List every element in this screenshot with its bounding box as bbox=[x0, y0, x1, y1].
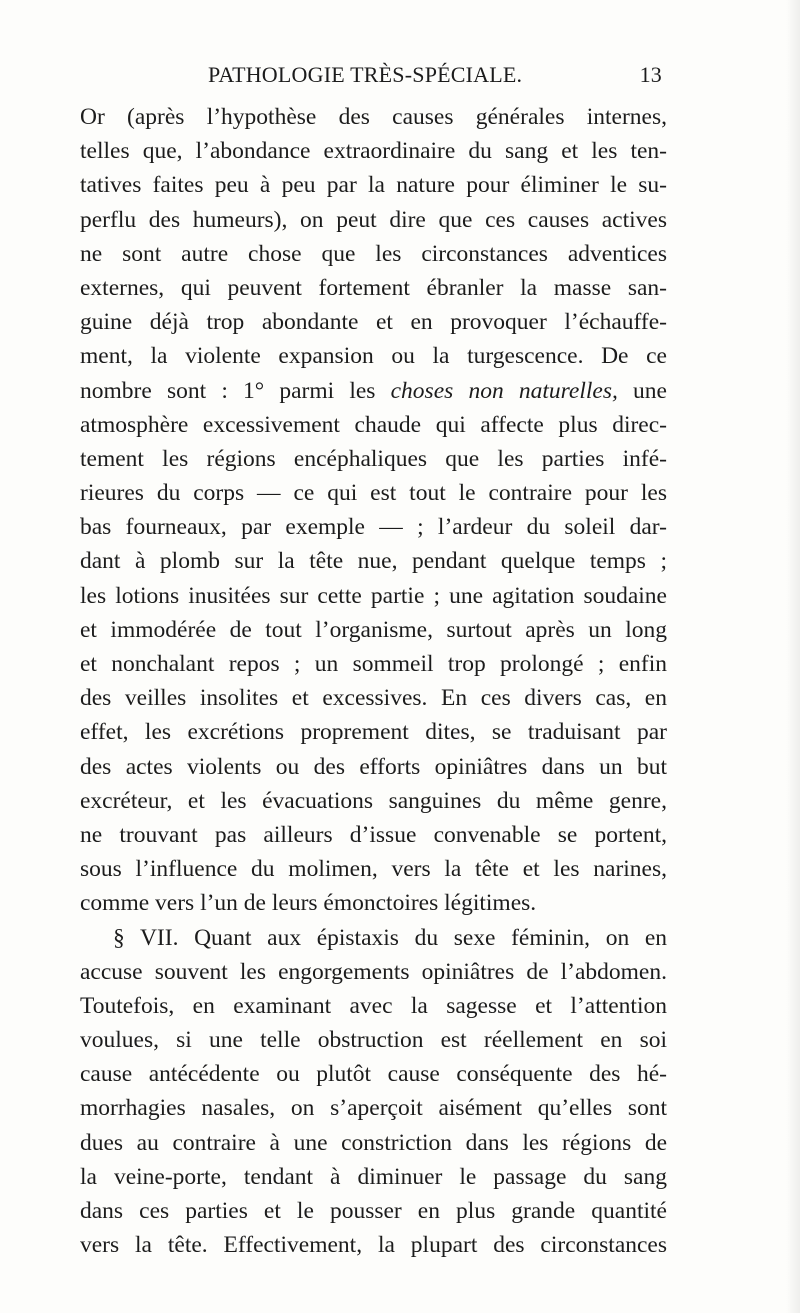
running-title: PATHOLOGIE TRÈS-SPÉCIALE. bbox=[208, 62, 523, 87]
text-line: effet, les excrétions proprement dites, se traduisant par bbox=[80, 719, 667, 746]
text-run: une bbox=[617, 377, 667, 404]
text-line: bas fourneaux, par exemple — ; l’ardeur du soleil dar- bbox=[80, 514, 667, 541]
text-line: voulues, si une telle obstruction est réellement en soi bbox=[80, 1027, 667, 1054]
text-line: des veilles insolites et excessives. En ces divers cas, en bbox=[80, 685, 667, 712]
text-line: vers la tête. Effectivement, la plupart des circonstances bbox=[80, 1232, 667, 1259]
text-line: sous l’influence du molimen, vers la tête et les narines, bbox=[80, 856, 667, 883]
text-line: dans ces parties et le pousser en plus grande quantité bbox=[80, 1198, 667, 1224]
text-line: excréteur, et les évacuations sanguines du même genre, bbox=[80, 787, 667, 814]
italic-phrase: choses non naturelles, bbox=[390, 377, 618, 404]
text-line: guine déjà trop abondante et en provoquer l’échauffe- bbox=[80, 309, 667, 336]
text-line: perflu des humeurs), on peut dire que ces causes actives bbox=[80, 206, 667, 233]
text-line: atmosphère excessivement chaude qui affecte plus direc- bbox=[80, 411, 667, 438]
text-line: tatives faites peu à peu par la nature pour éliminer le su- bbox=[80, 172, 667, 199]
text-line bbox=[80, 374, 667, 408]
text-line: Or (après l’hypothèse des causes générales internes, bbox=[80, 104, 667, 130]
page-number: 13 bbox=[639, 62, 662, 87]
text-line: ne trouvant pas ailleurs d’issue convenable se portent, bbox=[80, 821, 667, 848]
text-line: la veine-porte, tendant à diminuer le passage du sang bbox=[80, 1163, 667, 1190]
text-line: externes, qui peuvent fortement ébranler la masse san- bbox=[80, 274, 667, 301]
body-text bbox=[80, 100, 667, 1262]
text-line: tement les régions encéphaliques que les parties infé- bbox=[80, 445, 667, 472]
section-heading-line: § VII. Quant aux épistaxis du sexe féminin, on en bbox=[113, 924, 667, 951]
running-head bbox=[80, 62, 670, 92]
text-line: et immodérée de tout l’organisme, surtout après un long bbox=[80, 616, 667, 643]
text-line: dues au contraire à une constriction dans les régions de bbox=[80, 1129, 667, 1156]
text-line: et nonchalant repos ; un sommeil trop prolongé ; enfin bbox=[80, 651, 667, 677]
text-line: rieures du corps — ce qui est tout le contraire pour les bbox=[80, 480, 667, 507]
text-line: cause antécédente ou plutôt cause conséquente des hé- bbox=[80, 1061, 667, 1088]
text-run: nombre sont : 1° parmi les bbox=[80, 377, 391, 404]
text-line: ment, la violente expansion ou la turgescence. De ce bbox=[80, 343, 667, 370]
text-line: les lotions inusitées sur cette partie ; une agitation soudaine bbox=[80, 582, 667, 609]
text-line: Toutefois, en examinant avec la sagesse et l’attention bbox=[80, 992, 667, 1019]
text-line: comme vers l’un de leurs émonctoires légitimes. bbox=[80, 890, 537, 917]
text-line: dant à plomb sur la tête nue, pendant quelque temps ; bbox=[80, 548, 667, 575]
text-line: accuse souvent les engorgements opiniâtres de l’abdomen. bbox=[80, 958, 667, 985]
text-line: ne sont autre chose que les circonstances adventices bbox=[80, 240, 667, 267]
text-line: morrhagies nasales, on s’aperçoit aisément qu’elles sont bbox=[80, 1095, 667, 1122]
text-line: telles que, l’abondance extraordinaire du sang et les ten- bbox=[80, 138, 667, 165]
text-line: des actes violents ou des efforts opiniâtres dans un but bbox=[80, 753, 667, 780]
